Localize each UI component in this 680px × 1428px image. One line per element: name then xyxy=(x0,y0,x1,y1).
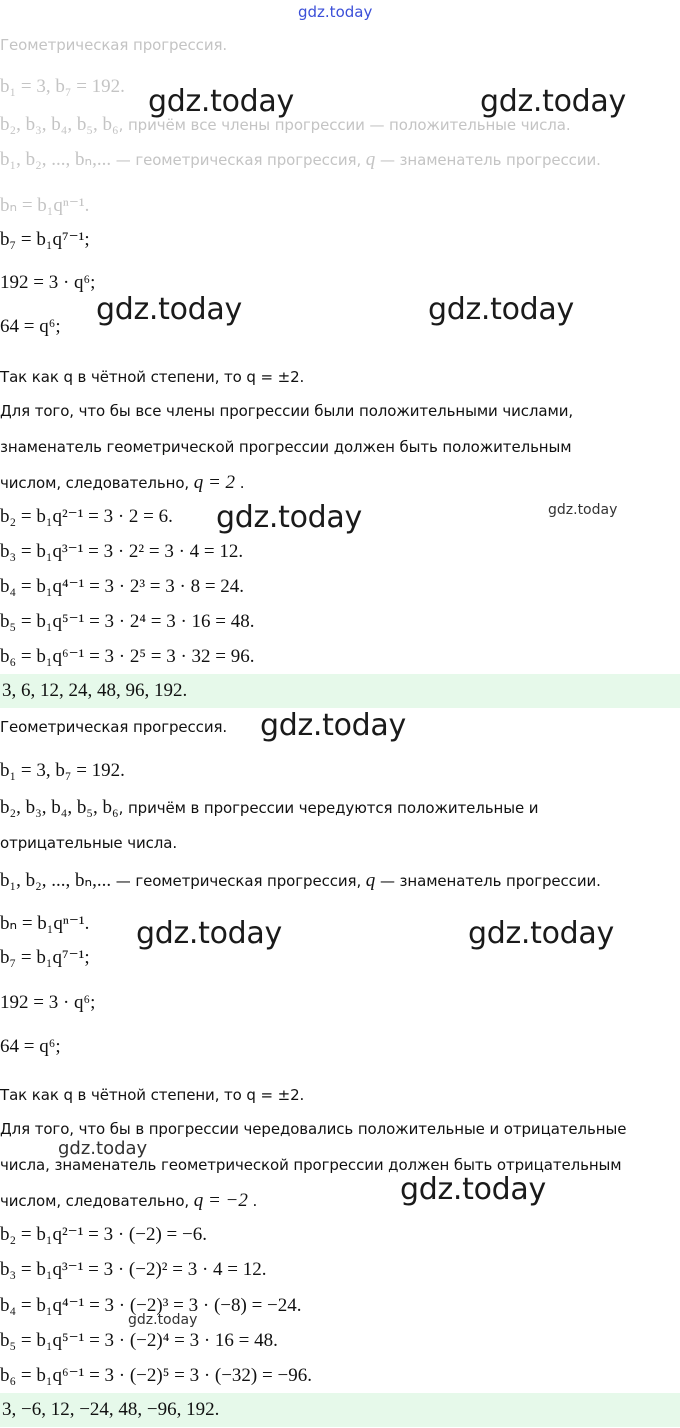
part1-definition-text-2: — знаменатель прогрессии. xyxy=(375,151,601,169)
part2-reason-line3-text: числом, следовательно, xyxy=(0,1192,194,1210)
part2-reason-line3-math: q = −2 xyxy=(193,1190,248,1211)
watermark: gdz.today xyxy=(96,292,242,327)
watermark: gdz.today xyxy=(468,916,614,951)
watermark: gdz.today xyxy=(260,708,406,743)
watermark: gdz.today xyxy=(480,84,626,119)
part1-condition-members: b₂, b₃, b₄, b₅, b₆ xyxy=(0,114,119,135)
part1-reason-line3: числом, следовательно, q = 2 . xyxy=(0,472,245,493)
part2-condition-members: b₂, b₃, b₄, b₅, b₆ xyxy=(0,797,119,818)
part1-condition-text: , причём все члены прогрессии — положительные числа. xyxy=(118,116,571,134)
part2-reason-line2: числа, знаменатель геометрической прогрессии должен быть отрицательным xyxy=(0,1156,622,1174)
part1-eq2: 192 = 3 · q⁶; xyxy=(0,272,96,293)
part2-given: b₁ = 3, b₇ = 192. xyxy=(0,760,125,781)
part1-answer: 3, 6, 12, 24, 48, 96, 192. xyxy=(0,674,680,708)
part2-definition-members: b₁, b₂, ..., bₙ,... xyxy=(0,870,112,891)
part2-eq2: 192 = 3 · q⁶; xyxy=(0,992,96,1013)
part2-reason-line1: Для того, что бы в прогрессии чередовались положительные и отрицательные xyxy=(0,1120,627,1138)
part2-b4: b₄ = b₁q⁴⁻¹ = 3 · (−2)³ = 3 · (−8) = −24. xyxy=(0,1295,302,1316)
watermark: gdz.today xyxy=(58,1138,148,1159)
part1-title: Геометрическая прогрессия. xyxy=(0,36,228,54)
part1-definition-q: q xyxy=(365,149,376,170)
part1-reason-line2: знаменатель геометрической прогрессии должен быть положительным xyxy=(0,438,572,456)
part2-condition xyxy=(0,797,680,819)
part1-eq1: b₇ = b₁q⁷⁻¹; xyxy=(0,229,90,250)
part1-eq3: 64 = q⁶; xyxy=(0,316,61,337)
watermark: gdz.today xyxy=(128,1312,198,1328)
part2-answer: 3, −6, 12, −24, 48, −96, 192. xyxy=(0,1393,680,1427)
part1-b2: b₂ = b₁q²⁻¹ = 3 · 2 = 6. xyxy=(0,506,173,527)
watermark: gdz.today xyxy=(216,500,362,535)
part2-b6: b₆ = b₁q⁶⁻¹ = 3 · (−2)⁵ = 3 · (−32) = −96. xyxy=(0,1365,312,1386)
part2-definition-text-2: — знаменатель прогрессии. xyxy=(375,872,601,890)
part1-definition-members: b₁, b₂, ..., bₙ,... xyxy=(0,149,112,170)
part2-b2: b₂ = b₁q²⁻¹ = 3 · (−2) = −6. xyxy=(0,1224,207,1245)
watermark: gdz.today xyxy=(548,502,618,518)
part1-definition xyxy=(0,148,680,171)
part2-eq1: b₇ = b₁q⁷⁻¹; xyxy=(0,947,90,968)
part2-condition-line2: отрицательные числа. xyxy=(0,834,178,852)
part2-eq3: 64 = q⁶; xyxy=(0,1036,61,1057)
part1-b4: b₄ = b₁q⁴⁻¹ = 3 · 2³ = 3 · 8 = 24. xyxy=(0,576,245,597)
part1-given: b₁ = 3, b₇ = 192. xyxy=(0,76,125,97)
part2-definition-q: q xyxy=(365,870,376,891)
part2-formula: bₙ = b₁qⁿ⁻¹. xyxy=(0,913,90,934)
part2-title: Геометрическая прогрессия. xyxy=(0,718,228,736)
watermark: gdz.today xyxy=(428,292,574,327)
part1-reason-line3-math: q = 2 xyxy=(193,472,236,493)
part1-reason-line3-text: числом, следовательно, xyxy=(0,474,194,492)
part2-even-power: Так как q в чётной степени, то q = ±2. xyxy=(0,1086,305,1104)
part2-b3: b₃ = b₁q³⁻¹ = 3 · (−2)² = 3 · 4 = 12. xyxy=(0,1259,267,1280)
part2-definition xyxy=(0,869,680,892)
part2-reason-line3: числом, следовательно, q = −2 . xyxy=(0,1190,258,1211)
part1-formula: bₙ = b₁qⁿ⁻¹. xyxy=(0,195,90,216)
part2-condition-text-1: , причём в прогрессии чередуются положительные и xyxy=(118,799,539,817)
part1-b3: b₃ = b₁q³⁻¹ = 3 · 2² = 3 · 4 = 12. xyxy=(0,541,244,562)
part1-reason-line1: Для того, что бы все члены прогрессии были положительными числами, xyxy=(0,402,574,420)
part2-definition-text-1: — геометрическая прогрессия, xyxy=(111,872,366,890)
watermark: gdz.today xyxy=(136,916,282,951)
watermark: gdz.today xyxy=(400,1172,546,1207)
part1-b5: b₅ = b₁q⁵⁻¹ = 3 · 2⁴ = 3 · 16 = 48. xyxy=(0,611,255,632)
part1-b6: b₆ = b₁q⁶⁻¹ = 3 · 2⁵ = 3 · 32 = 96. xyxy=(0,646,255,667)
part2-b5: b₅ = b₁q⁵⁻¹ = 3 · (−2)⁴ = 3 · 16 = 48. xyxy=(0,1330,278,1351)
part1-even-power: Так как q в чётной степени, то q = ±2. xyxy=(0,368,305,386)
watermark-top: gdz.today xyxy=(298,3,373,21)
part1-definition-text-1: — геометрическая прогрессия, xyxy=(111,151,366,169)
watermark: gdz.today xyxy=(148,84,294,119)
